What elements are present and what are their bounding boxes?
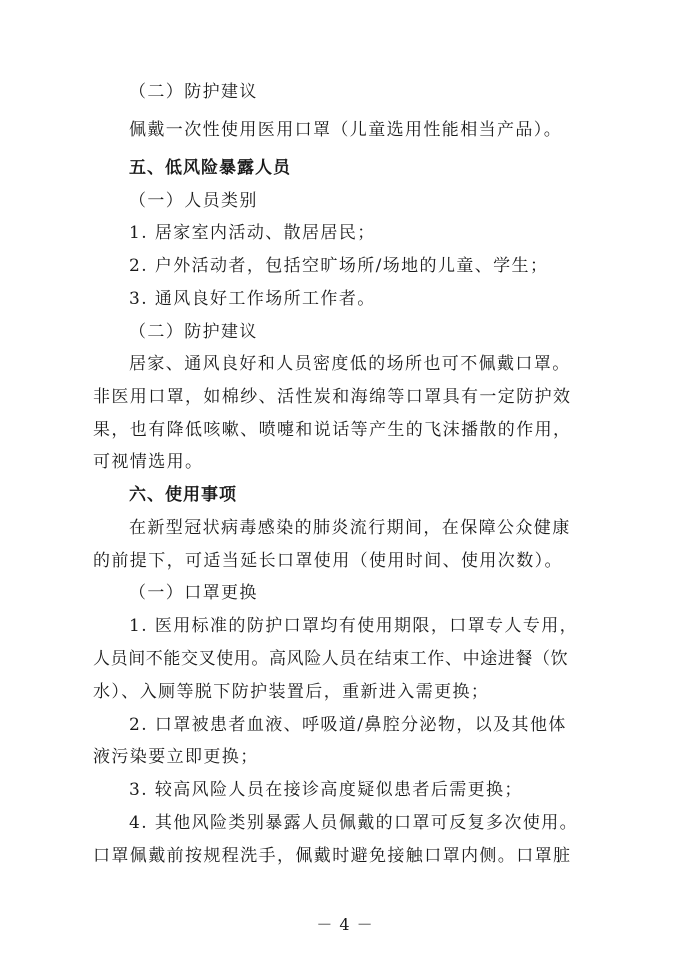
list-item: 4. 其他风险类别暴露人员佩戴的口罩可反复多次使用。 xyxy=(129,813,579,833)
list-item: 2. 户外活动者，包括空旷场所/场地的儿童、学生； xyxy=(129,256,549,276)
paragraph-line: 人员间不能交叉使用。高风险人员在结束工作、中途进餐（饮 xyxy=(93,649,569,669)
section-heading-low-risk: 五、低风险暴露人员 xyxy=(129,158,291,178)
paragraph-line: 非医用口罩，如棉纱、活性炭和海绵等口罩具有一定防护效 xyxy=(93,387,572,407)
page-number: － 4 － xyxy=(316,915,374,934)
list-item: 1. 医用标准的防护口罩均有使用期限，口罩专人专用， xyxy=(129,616,579,636)
subheading-protection-advice: （二）防护建议 xyxy=(129,82,258,102)
paragraph-line: 在新型冠状病毒感染的肺炎流行期间，在保障公众健康 xyxy=(129,518,571,538)
list-item: 1. 居家室内活动、散居居民； xyxy=(129,223,376,243)
paragraph-line: 可视情选用。 xyxy=(93,452,204,472)
subheading-personnel-category: （一）人员类别 xyxy=(129,191,258,211)
subheading-protection-advice: （二）防护建议 xyxy=(129,322,258,342)
list-item: 3. 通风良好工作场所工作者。 xyxy=(129,289,376,309)
list-item: 3. 较高风险人员在接诊高度疑似患者后需更换； xyxy=(129,780,523,800)
paragraph-line: 液污染要立即更换； xyxy=(93,747,259,767)
paragraph-line: 口罩佩戴前按规程洗手，佩戴时避免接触口罩内侧。口罩脏 xyxy=(93,846,572,866)
list-item: 2. 口罩被患者血液、呼吸道/鼻腔分泌物，以及其他体 xyxy=(129,715,567,735)
section-heading-usage: 六、使用事项 xyxy=(129,485,237,505)
paragraph-line: 佩戴一次性使用医用口罩（儿童选用性能相当产品）。 xyxy=(129,120,563,140)
paragraph-line: 居家、通风良好和人员密度低的场所也可不佩戴口罩。 xyxy=(129,354,571,374)
paragraph-line: 果，也有降低咳嗽、喷嚏和说话等产生的飞沫播散的作用， xyxy=(93,420,572,440)
subheading-mask-replacement: （一）口罩更换 xyxy=(129,583,258,603)
paragraph-line: 水）、入厕等脱下防护装置后，重新进入需更换； xyxy=(93,682,490,702)
paragraph-line: 的前提下，可适当延长口罩使用（使用时间、使用次数）。 xyxy=(93,551,563,571)
